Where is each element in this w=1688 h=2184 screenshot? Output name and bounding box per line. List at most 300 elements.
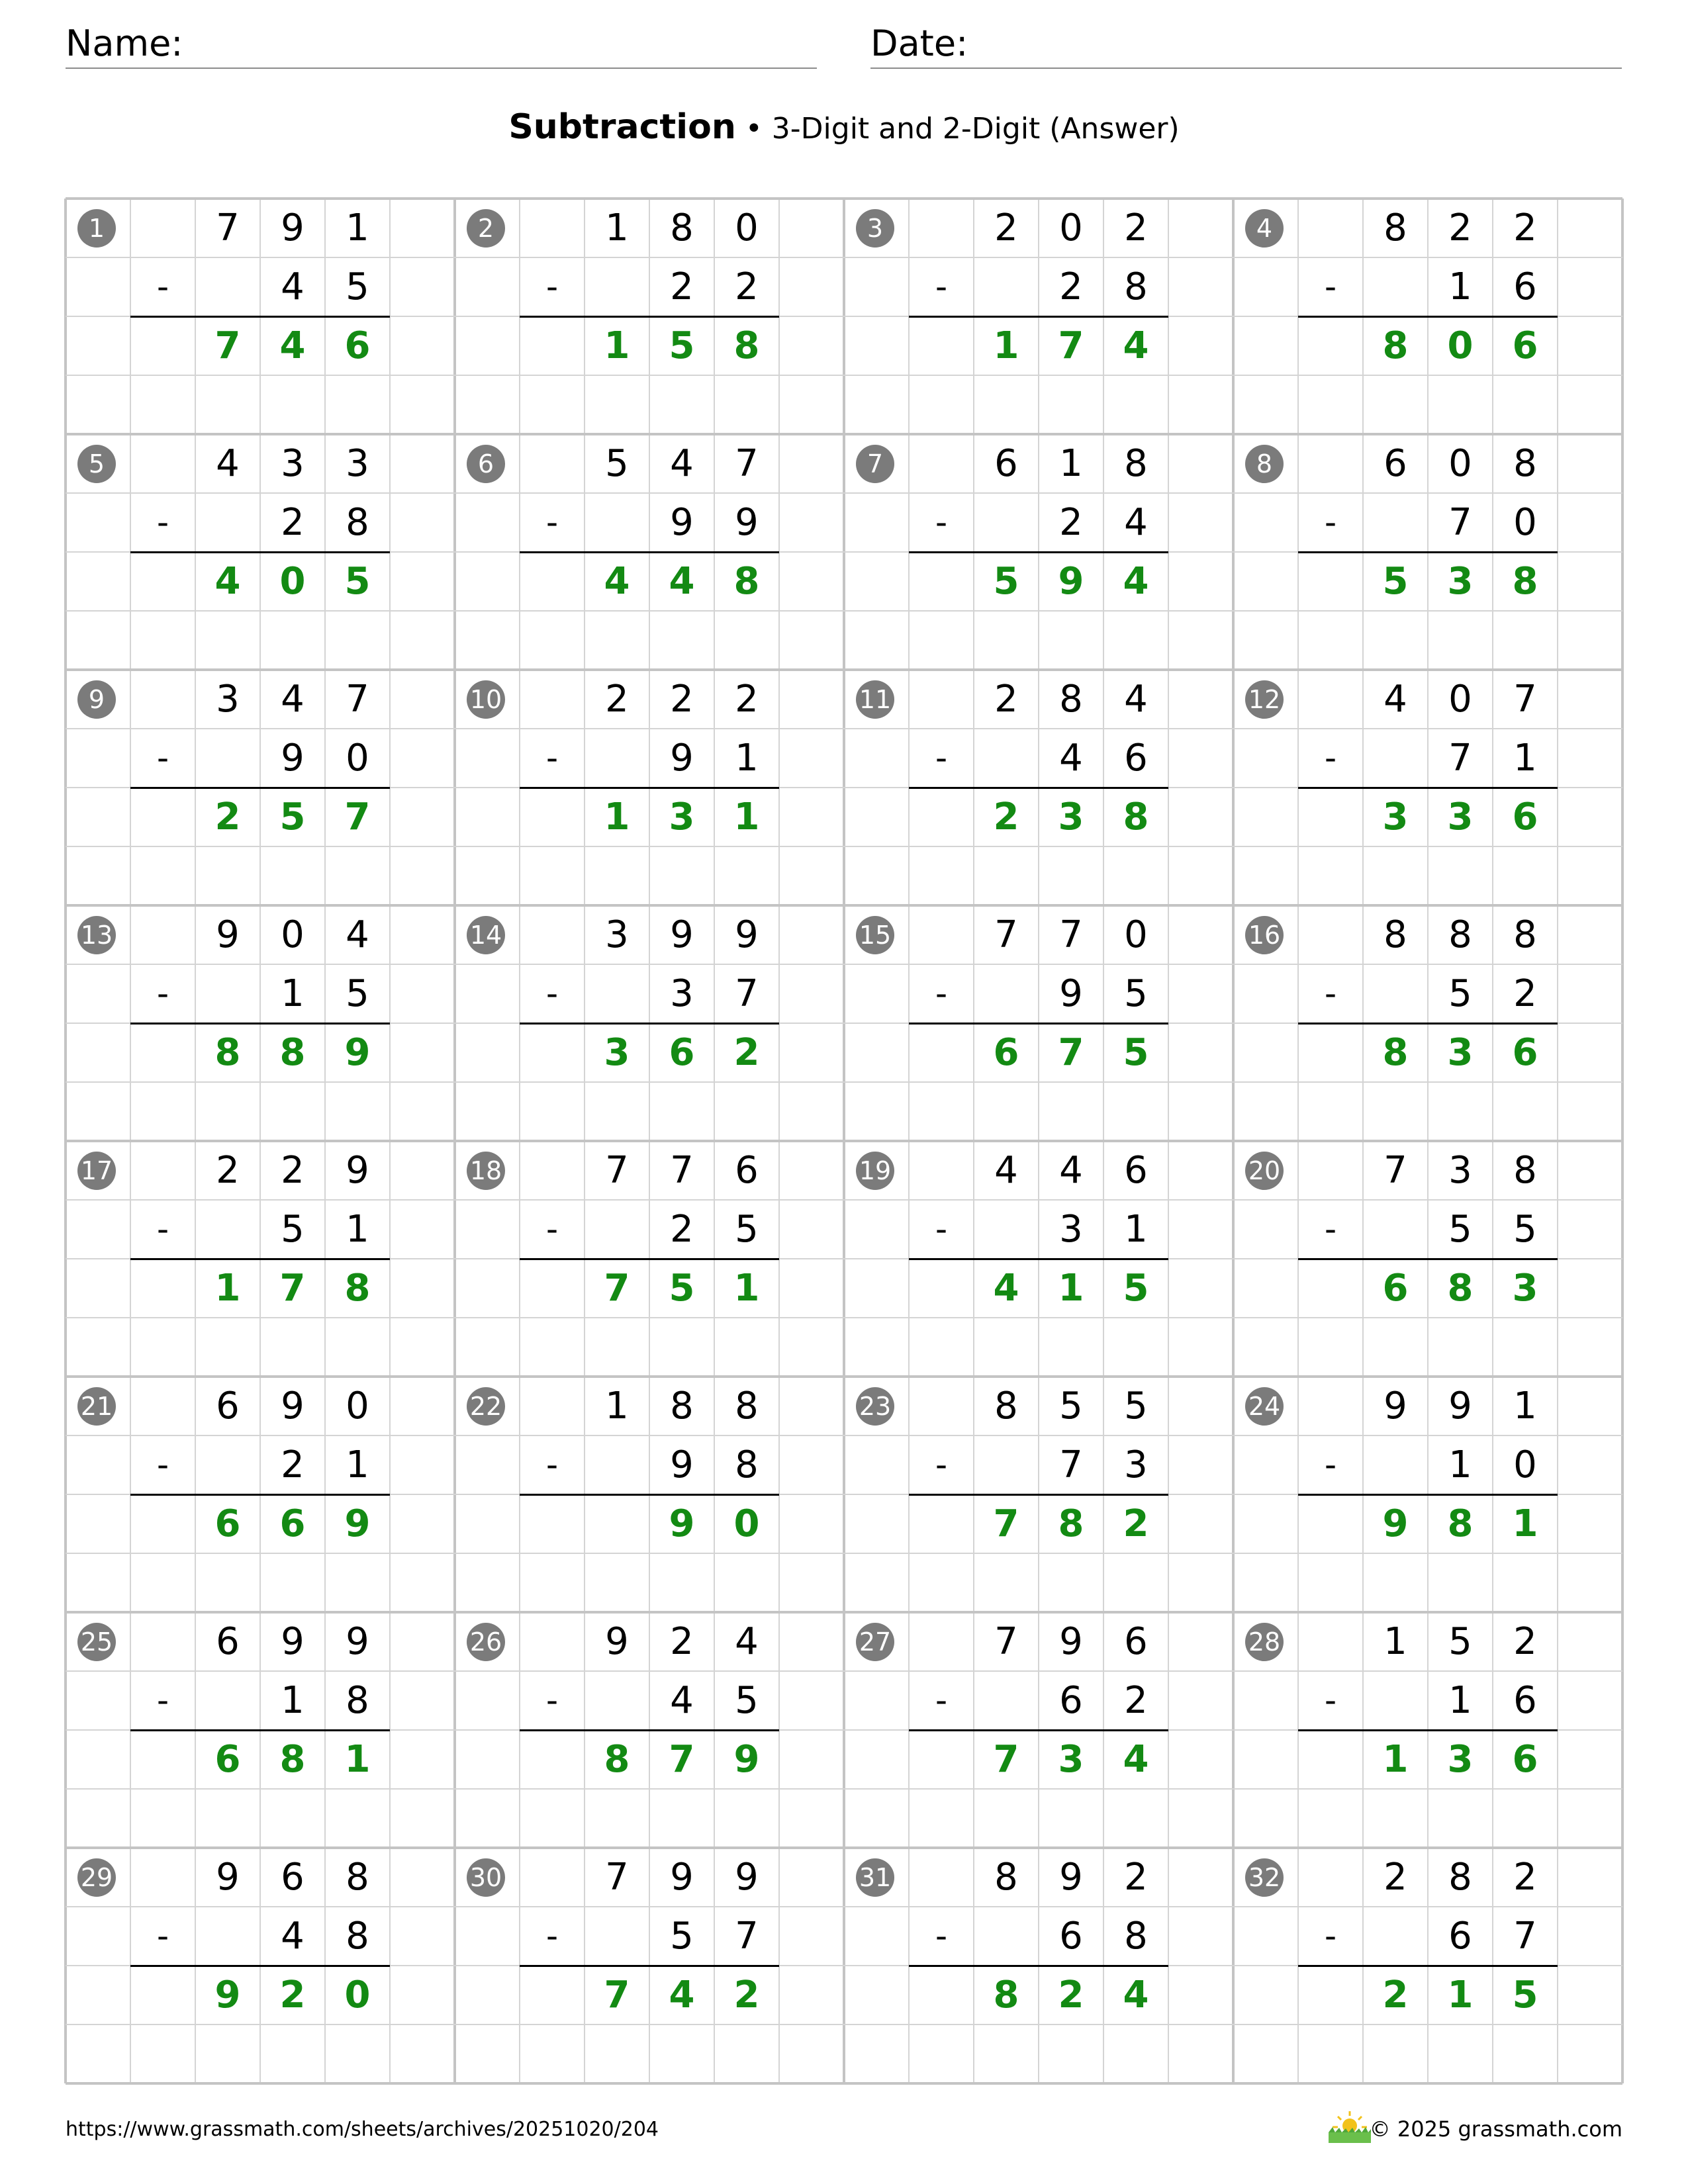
minuend-digit: 9 bbox=[1448, 1385, 1472, 1428]
minuend-digit: 0 bbox=[1059, 206, 1083, 250]
subtrahend-digit: 1 bbox=[1448, 265, 1472, 308]
answer-digit: 6 bbox=[214, 1502, 241, 1545]
answer-digit: 7 bbox=[1058, 1031, 1084, 1074]
problem-number-badge: 32 bbox=[1245, 1858, 1284, 1897]
problem-30 bbox=[455, 1848, 844, 2083]
problem-number-badge: 18 bbox=[467, 1152, 505, 1190]
subtrahend-digit: 0 bbox=[346, 737, 369, 780]
minuend-digit: 4 bbox=[1059, 1149, 1083, 1192]
problem-number-badge: 24 bbox=[1245, 1387, 1284, 1426]
minuend-digit: 8 bbox=[346, 1856, 369, 1899]
subtrahend-digit: 2 bbox=[670, 265, 694, 308]
subtrahend-digit: 1 bbox=[281, 1679, 305, 1722]
answer-digit: 2 bbox=[993, 796, 1019, 839]
problem-number-badge: 5 bbox=[77, 445, 116, 483]
answer-digit: 8 bbox=[993, 1974, 1019, 2017]
minus-sign: - bbox=[545, 1210, 559, 1248]
minuend-digit: 6 bbox=[1383, 442, 1407, 485]
answer-digit: 4 bbox=[1123, 1738, 1149, 1781]
answer-digit: 1 bbox=[604, 796, 630, 839]
subtrahend-digit: 4 bbox=[281, 265, 305, 308]
subtrahend-digit: 6 bbox=[1513, 1679, 1537, 1722]
subtrahend-digit: 6 bbox=[1448, 1915, 1472, 1958]
problem-number-badge: 8 bbox=[1245, 445, 1284, 483]
subtrahend-digit: 2 bbox=[1124, 1679, 1148, 1722]
problem-28 bbox=[1233, 1612, 1622, 1848]
minuend-digit: 8 bbox=[1513, 913, 1537, 956]
subtrahend-digit: 2 bbox=[281, 1443, 305, 1486]
minuend-digit: 2 bbox=[670, 678, 694, 721]
problem-number-badge: 22 bbox=[467, 1387, 505, 1426]
minuend-digit: 2 bbox=[605, 678, 629, 721]
footer-copyright: © 2025 grassmath.com bbox=[1369, 2116, 1622, 2142]
answer-digit: 6 bbox=[1512, 1738, 1538, 1781]
subtrahend-digit: 5 bbox=[735, 1208, 759, 1251]
minuend-digit: 3 bbox=[281, 442, 305, 485]
minuend-digit: 8 bbox=[735, 1385, 759, 1428]
subtrahend-digit: 6 bbox=[1059, 1915, 1083, 1958]
minus-sign: - bbox=[545, 739, 559, 777]
subtrahend-digit: 1 bbox=[346, 1208, 369, 1251]
minuend-digit: 8 bbox=[1059, 678, 1083, 721]
minuend-digit: 1 bbox=[1383, 1620, 1407, 1663]
minuend-digit: 0 bbox=[1448, 442, 1472, 485]
minus-sign: - bbox=[156, 739, 169, 777]
answer-digit: 4 bbox=[1123, 324, 1149, 367]
problem-32 bbox=[1233, 1848, 1622, 2083]
answer-digit: 1 bbox=[1447, 1974, 1474, 2017]
minus-sign: - bbox=[1324, 1917, 1337, 1955]
minuend-digit: 7 bbox=[1059, 913, 1083, 956]
minuend-digit: 9 bbox=[1383, 1385, 1407, 1428]
minus-sign: - bbox=[156, 503, 169, 541]
problem-number-badge: 23 bbox=[856, 1387, 894, 1426]
answer-digit: 5 bbox=[1123, 1267, 1149, 1310]
minuend-digit: 7 bbox=[994, 913, 1018, 956]
problem-3 bbox=[844, 199, 1233, 434]
problem-number-badge: 4 bbox=[1245, 209, 1284, 248]
answer-digit: 5 bbox=[279, 796, 306, 839]
minuend-digit: 8 bbox=[994, 1856, 1018, 1899]
subtrahend-digit: 0 bbox=[1513, 1443, 1537, 1486]
subtrahend-digit: 8 bbox=[346, 1679, 369, 1722]
problem-29 bbox=[66, 1848, 455, 2083]
answer-digit: 5 bbox=[1123, 1031, 1149, 1074]
subtrahend-digit: 8 bbox=[346, 1915, 369, 1958]
problem-number-badge: 14 bbox=[467, 916, 505, 954]
subtrahend-digit: 6 bbox=[1059, 1679, 1083, 1722]
answer-digit: 3 bbox=[1447, 1031, 1474, 1074]
minuend-digit: 1 bbox=[346, 206, 369, 250]
minuend-digit: 7 bbox=[605, 1856, 629, 1899]
answer-digit: 5 bbox=[1512, 1974, 1538, 2017]
answer-digit: 4 bbox=[669, 1974, 695, 2017]
subtrahend-digit: 4 bbox=[1124, 501, 1148, 544]
minuend-digit: 4 bbox=[735, 1620, 759, 1663]
title-subtitle: • 3-Digit and 2-Digit (Answer) bbox=[735, 112, 1180, 146]
minuend-digit: 4 bbox=[216, 442, 240, 485]
subtrahend-digit: 6 bbox=[1513, 265, 1537, 308]
subtrahend-digit: 5 bbox=[1448, 972, 1472, 1015]
answer-digit: 9 bbox=[344, 1031, 371, 1074]
minus-sign: - bbox=[1324, 503, 1337, 541]
minuend-digit: 2 bbox=[216, 1149, 240, 1192]
minuend-digit: 0 bbox=[1448, 678, 1472, 721]
subtrahend-digit: 1 bbox=[735, 737, 759, 780]
minus-sign: - bbox=[545, 1917, 559, 1955]
answer-digit: 5 bbox=[344, 560, 371, 603]
problem-9 bbox=[66, 670, 455, 905]
answer-digit: 6 bbox=[279, 1502, 306, 1545]
subtrahend-digit: 9 bbox=[670, 1443, 694, 1486]
subtrahend-digit: 5 bbox=[346, 972, 369, 1015]
problem-23 bbox=[844, 1377, 1233, 1612]
answer-digit: 4 bbox=[993, 1267, 1019, 1310]
minuend-digit: 7 bbox=[216, 206, 240, 250]
name-label: Name: bbox=[66, 23, 183, 64]
minuend-digit: 7 bbox=[670, 1149, 694, 1192]
answer-digit: 7 bbox=[214, 324, 241, 367]
minuend-digit: 9 bbox=[670, 1856, 694, 1899]
problem-4 bbox=[1233, 199, 1622, 434]
answer-digit: 3 bbox=[1382, 796, 1409, 839]
answer-digit: 3 bbox=[1447, 1738, 1474, 1781]
subtrahend-digit: 3 bbox=[670, 972, 694, 1015]
problem-21 bbox=[66, 1377, 455, 1612]
minuend-digit: 6 bbox=[216, 1385, 240, 1428]
name-field[interactable] bbox=[66, 20, 817, 69]
minus-sign: - bbox=[1324, 1445, 1337, 1484]
minuend-digit: 2 bbox=[670, 1620, 694, 1663]
minuend-digit: 9 bbox=[670, 913, 694, 956]
minuend-digit: 4 bbox=[994, 1149, 1018, 1192]
problem-number-badge: 17 bbox=[77, 1152, 116, 1190]
minuend-digit: 9 bbox=[605, 1620, 629, 1663]
minus-sign: - bbox=[935, 974, 948, 1013]
minuend-digit: 9 bbox=[1059, 1856, 1083, 1899]
problem-number-badge: 2 bbox=[467, 209, 505, 248]
answer-digit: 3 bbox=[1447, 796, 1474, 839]
subtrahend-digit: 2 bbox=[670, 1208, 694, 1251]
minuend-digit: 8 bbox=[1448, 1856, 1472, 1899]
minuend-digit: 8 bbox=[1513, 1149, 1537, 1192]
answer-digit: 4 bbox=[279, 324, 306, 367]
answer-digit: 8 bbox=[604, 1738, 630, 1781]
minuend-digit: 2 bbox=[1124, 1856, 1148, 1899]
subtrahend-digit: 1 bbox=[346, 1443, 369, 1486]
problem-16 bbox=[1233, 905, 1622, 1141]
answer-digit: 8 bbox=[279, 1738, 306, 1781]
answer-digit: 5 bbox=[993, 560, 1019, 603]
answer-digit: 1 bbox=[1382, 1738, 1409, 1781]
problem-number-badge: 6 bbox=[467, 445, 505, 483]
problem-12 bbox=[1233, 670, 1622, 905]
subtrahend-digit: 2 bbox=[1059, 501, 1083, 544]
minuend-digit: 6 bbox=[281, 1856, 305, 1899]
minus-sign: - bbox=[1324, 267, 1337, 306]
minus-sign: - bbox=[935, 1445, 948, 1484]
minuend-digit: 1 bbox=[1513, 1385, 1537, 1428]
problem-number-badge: 10 bbox=[467, 680, 505, 719]
problem-number-badge: 19 bbox=[856, 1152, 894, 1190]
subtrahend-digit: 5 bbox=[735, 1679, 759, 1722]
minuend-digit: 7 bbox=[994, 1620, 1018, 1663]
minuend-digit: 5 bbox=[1059, 1385, 1083, 1428]
problem-number-badge: 26 bbox=[467, 1623, 505, 1661]
minuend-digit: 7 bbox=[1383, 1149, 1407, 1192]
minus-sign: - bbox=[545, 1681, 559, 1719]
answer-digit: 8 bbox=[733, 324, 760, 367]
worksheet-title bbox=[0, 107, 1688, 147]
minus-sign: - bbox=[935, 267, 948, 306]
minuend-digit: 2 bbox=[1513, 1856, 1537, 1899]
minuend-digit: 9 bbox=[216, 913, 240, 956]
answer-digit: 7 bbox=[669, 1738, 695, 1781]
subtrahend-digit: 2 bbox=[281, 501, 305, 544]
problem-number-badge: 9 bbox=[77, 680, 116, 719]
subtrahend-digit: 7 bbox=[1059, 1443, 1083, 1486]
subtrahend-digit: 8 bbox=[735, 1443, 759, 1486]
minuend-digit: 2 bbox=[994, 678, 1018, 721]
answer-digit: 4 bbox=[1123, 560, 1149, 603]
subtrahend-digit: 4 bbox=[670, 1679, 694, 1722]
subtrahend-digit: 8 bbox=[1124, 1915, 1148, 1958]
minuend-digit: 4 bbox=[1383, 678, 1407, 721]
subtrahend-digit: 8 bbox=[346, 501, 369, 544]
minus-sign: - bbox=[156, 267, 169, 306]
answer-digit: 4 bbox=[604, 560, 630, 603]
problem-number-badge: 11 bbox=[856, 680, 894, 719]
minuend-digit: 8 bbox=[994, 1385, 1018, 1428]
answer-digit: 1 bbox=[993, 324, 1019, 367]
subtrahend-digit: 0 bbox=[1513, 501, 1537, 544]
minuend-digit: 9 bbox=[735, 1856, 759, 1899]
problem-17 bbox=[66, 1141, 455, 1377]
minus-sign: - bbox=[935, 503, 948, 541]
minuend-digit: 5 bbox=[1124, 1385, 1148, 1428]
minuend-digit: 9 bbox=[346, 1149, 369, 1192]
minuend-digit: 4 bbox=[1124, 678, 1148, 721]
minuend-digit: 4 bbox=[670, 442, 694, 485]
subtrahend-digit: 5 bbox=[281, 1208, 305, 1251]
minus-sign: - bbox=[545, 974, 559, 1013]
subtrahend-digit: 2 bbox=[1513, 972, 1537, 1015]
problem-number-badge: 1 bbox=[77, 209, 116, 248]
minuend-digit: 5 bbox=[1448, 1620, 1472, 1663]
answer-digit: 1 bbox=[604, 324, 630, 367]
minus-sign: - bbox=[545, 503, 559, 541]
answer-digit: 2 bbox=[733, 1974, 760, 2017]
answer-digit: 3 bbox=[1058, 1738, 1084, 1781]
problem-number-badge: 12 bbox=[1245, 680, 1284, 719]
minuend-digit: 1 bbox=[1059, 442, 1083, 485]
minuend-digit: 6 bbox=[994, 442, 1018, 485]
problem-number-badge: 15 bbox=[856, 916, 894, 954]
answer-digit: 2 bbox=[1058, 1974, 1084, 2017]
date-field[interactable] bbox=[870, 20, 1622, 69]
minus-sign: - bbox=[935, 739, 948, 777]
minuend-digit: 6 bbox=[216, 1620, 240, 1663]
answer-digit: 8 bbox=[1058, 1502, 1084, 1545]
minuend-digit: 7 bbox=[1513, 678, 1537, 721]
answer-digit: 4 bbox=[214, 560, 241, 603]
subtrahend-digit: 7 bbox=[735, 972, 759, 1015]
minus-sign: - bbox=[935, 1681, 948, 1719]
minus-sign: - bbox=[935, 1917, 948, 1955]
answer-digit: 7 bbox=[604, 1267, 630, 1310]
minuend-digit: 7 bbox=[735, 442, 759, 485]
subtrahend-digit: 7 bbox=[1448, 737, 1472, 780]
minus-sign: - bbox=[1324, 1681, 1337, 1719]
minuend-digit: 0 bbox=[346, 1385, 369, 1428]
problem-22 bbox=[455, 1377, 844, 1612]
minuend-digit: 0 bbox=[735, 206, 759, 250]
subtrahend-digit: 3 bbox=[1059, 1208, 1083, 1251]
minus-sign: - bbox=[1324, 974, 1337, 1013]
problem-1 bbox=[66, 199, 455, 434]
minus-sign: - bbox=[545, 1445, 559, 1484]
answer-digit: 6 bbox=[1512, 1031, 1538, 1074]
answer-digit: 8 bbox=[1447, 1267, 1474, 1310]
problem-15 bbox=[844, 905, 1233, 1141]
answer-digit: 1 bbox=[1058, 1267, 1084, 1310]
answer-digit: 2 bbox=[279, 1974, 306, 2017]
problem-2 bbox=[455, 199, 844, 434]
problem-10 bbox=[455, 670, 844, 905]
problem-number-badge: 31 bbox=[856, 1858, 894, 1897]
minuend-digit: 9 bbox=[216, 1856, 240, 1899]
problem-number-badge: 27 bbox=[856, 1623, 894, 1661]
minuend-digit: 8 bbox=[1383, 913, 1407, 956]
answer-digit: 8 bbox=[1447, 1502, 1474, 1545]
minuend-digit: 6 bbox=[735, 1149, 759, 1192]
problem-number-badge: 3 bbox=[856, 209, 894, 248]
answer-digit: 5 bbox=[669, 324, 695, 367]
subtrahend-digit: 5 bbox=[1448, 1208, 1472, 1251]
answer-digit: 3 bbox=[1512, 1267, 1538, 1310]
answer-digit: 8 bbox=[1382, 324, 1409, 367]
subtrahend-digit: 7 bbox=[1513, 1915, 1537, 1958]
minuend-digit: 6 bbox=[1124, 1149, 1148, 1192]
answer-digit: 7 bbox=[279, 1267, 306, 1310]
answer-digit: 1 bbox=[344, 1738, 371, 1781]
minuend-digit: 2 bbox=[281, 1149, 305, 1192]
grass-sun-logo-icon bbox=[1326, 2109, 1374, 2146]
subtrahend-digit: 2 bbox=[735, 265, 759, 308]
answer-digit: 0 bbox=[1447, 324, 1474, 367]
answer-digit: 0 bbox=[733, 1502, 760, 1545]
minuend-digit: 9 bbox=[281, 1385, 305, 1428]
minus-sign: - bbox=[1324, 1210, 1337, 1248]
answer-digit: 7 bbox=[1058, 324, 1084, 367]
minuend-digit: 7 bbox=[605, 1149, 629, 1192]
problem-number-badge: 28 bbox=[1245, 1623, 1284, 1661]
answer-digit: 7 bbox=[993, 1502, 1019, 1545]
problem-13 bbox=[66, 905, 455, 1141]
minuend-digit: 8 bbox=[1513, 442, 1537, 485]
answer-digit: 9 bbox=[733, 1738, 760, 1781]
problem-25 bbox=[66, 1612, 455, 1848]
subtrahend-digit: 9 bbox=[281, 737, 305, 780]
subtrahend-digit: 7 bbox=[1448, 501, 1472, 544]
answer-digit: 0 bbox=[344, 1974, 371, 2017]
subtrahend-digit: 1 bbox=[1448, 1679, 1472, 1722]
answer-digit: 6 bbox=[214, 1738, 241, 1781]
problem-19 bbox=[844, 1141, 1233, 1377]
minus-sign: - bbox=[156, 1917, 169, 1955]
problem-27 bbox=[844, 1612, 1233, 1848]
subtrahend-digit: 4 bbox=[1059, 737, 1083, 780]
answer-digit: 1 bbox=[1512, 1502, 1538, 1545]
problem-number-badge: 29 bbox=[77, 1858, 116, 1897]
minuend-digit: 9 bbox=[735, 913, 759, 956]
minuend-digit: 3 bbox=[216, 678, 240, 721]
answer-digit: 0 bbox=[279, 560, 306, 603]
answer-digit: 8 bbox=[1123, 796, 1149, 839]
minuend-digit: 2 bbox=[994, 206, 1018, 250]
problem-26 bbox=[455, 1612, 844, 1848]
problem-number-badge: 13 bbox=[77, 916, 116, 954]
minuend-digit: 3 bbox=[346, 442, 369, 485]
date-label: Date: bbox=[870, 23, 968, 64]
minuend-digit: 8 bbox=[670, 1385, 694, 1428]
answer-digit: 9 bbox=[1058, 560, 1084, 603]
minuend-digit: 8 bbox=[1383, 206, 1407, 250]
answer-digit: 2 bbox=[1382, 1974, 1409, 2017]
minus-sign: - bbox=[1324, 739, 1337, 777]
problem-5 bbox=[66, 434, 455, 670]
subtrahend-digit: 9 bbox=[1059, 972, 1083, 1015]
answer-digit: 3 bbox=[1447, 560, 1474, 603]
minuend-digit: 2 bbox=[1448, 206, 1472, 250]
answer-digit: 5 bbox=[1382, 560, 1409, 603]
minuend-digit: 9 bbox=[1059, 1620, 1083, 1663]
answer-digit: 8 bbox=[344, 1267, 371, 1310]
answer-digit: 6 bbox=[344, 324, 371, 367]
answer-digit: 3 bbox=[604, 1031, 630, 1074]
answer-digit: 2 bbox=[214, 796, 241, 839]
problem-8 bbox=[1233, 434, 1622, 670]
minus-sign: - bbox=[156, 1681, 169, 1719]
answer-digit: 4 bbox=[669, 560, 695, 603]
footer-url[interactable]: https://www.grassmath.com/sheets/archives/20251020/204 bbox=[66, 2118, 659, 2141]
answer-digit: 3 bbox=[1058, 796, 1084, 839]
subtrahend-digit: 5 bbox=[346, 265, 369, 308]
problem-number-badge: 7 bbox=[856, 445, 894, 483]
answer-digit: 9 bbox=[1382, 1502, 1409, 1545]
subtrahend-digit: 9 bbox=[735, 501, 759, 544]
minuend-digit: 0 bbox=[281, 913, 305, 956]
answer-digit: 8 bbox=[1512, 560, 1538, 603]
answer-digit: 8 bbox=[733, 560, 760, 603]
problem-7 bbox=[844, 434, 1233, 670]
problem-14 bbox=[455, 905, 844, 1141]
subtrahend-digit: 2 bbox=[1059, 265, 1083, 308]
minuend-digit: 7 bbox=[346, 678, 369, 721]
subtrahend-digit: 1 bbox=[1513, 737, 1537, 780]
answer-digit: 7 bbox=[344, 796, 371, 839]
subtrahend-digit: 7 bbox=[735, 1915, 759, 1958]
minuend-digit: 9 bbox=[281, 1620, 305, 1663]
minus-sign: - bbox=[935, 1210, 948, 1248]
answer-digit: 8 bbox=[1382, 1031, 1409, 1074]
minuend-digit: 1 bbox=[605, 206, 629, 250]
minuend-digit: 8 bbox=[1448, 913, 1472, 956]
minuend-digit: 4 bbox=[346, 913, 369, 956]
minuend-digit: 5 bbox=[605, 442, 629, 485]
problem-18 bbox=[455, 1141, 844, 1377]
problem-number-badge: 30 bbox=[467, 1858, 505, 1897]
